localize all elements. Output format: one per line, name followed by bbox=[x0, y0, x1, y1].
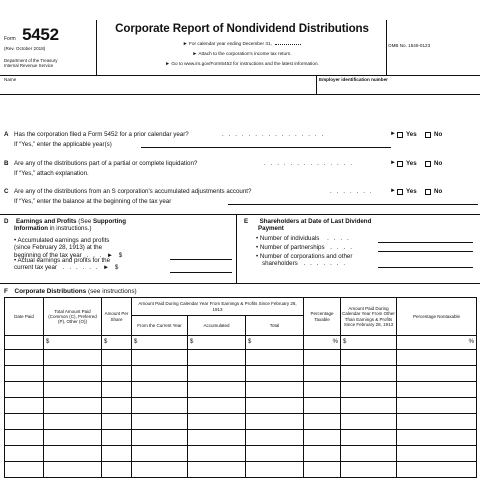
total-cell[interactable] bbox=[246, 382, 304, 398]
corporations-input[interactable] bbox=[378, 267, 473, 268]
table-row bbox=[5, 462, 477, 478]
label-line bbox=[256, 260, 352, 267]
form-number: 5452 bbox=[22, 25, 59, 44]
question-letter: B bbox=[4, 160, 9, 167]
no-checkbox[interactable] bbox=[425, 132, 431, 138]
total-amount-cell[interactable] bbox=[44, 414, 102, 430]
pct-nontaxable-cell[interactable] bbox=[397, 462, 477, 478]
other-than-ep-cell[interactable] bbox=[341, 462, 397, 478]
heading-bold: Supporting bbox=[93, 218, 126, 225]
pct-taxable-cell[interactable] bbox=[304, 430, 341, 446]
table-row bbox=[5, 430, 477, 446]
pct-nontaxable-cell[interactable] bbox=[397, 430, 477, 446]
accumulated-ep-input[interactable] bbox=[170, 259, 232, 260]
total-amount-cell[interactable] bbox=[44, 430, 102, 446]
other-than-ep-cell[interactable] bbox=[341, 430, 397, 446]
col-header-total: Total bbox=[246, 316, 304, 336]
total-cell[interactable] bbox=[246, 336, 304, 350]
department-label bbox=[4, 58, 97, 68]
accumulated-cell[interactable] bbox=[188, 446, 246, 462]
other-than-ep-cell[interactable] bbox=[341, 336, 397, 350]
accumulated-cell[interactable] bbox=[188, 382, 246, 398]
current-ep-input[interactable] bbox=[170, 272, 232, 273]
pct-nontaxable-cell[interactable] bbox=[397, 366, 477, 382]
ein-label: Employer identification number bbox=[319, 77, 388, 82]
label-text: shareholders bbox=[262, 260, 298, 268]
col-header-ep-group: Amount Paid During Calendar Year From Earnings & Profits Since February 28, 1913 bbox=[132, 298, 304, 316]
other-than-ep-cell[interactable] bbox=[341, 366, 397, 382]
total-amount-cell[interactable] bbox=[44, 462, 102, 478]
divider bbox=[236, 214, 237, 283]
question-text: Are any of the distributions part of a partial or complete liquidation? bbox=[14, 160, 198, 167]
section-d-heading bbox=[4, 218, 234, 233]
individuals-input[interactable] bbox=[378, 242, 473, 243]
instruction-line bbox=[97, 41, 387, 47]
from-current-cell[interactable] bbox=[132, 398, 188, 414]
section-note: (see instructions) bbox=[87, 288, 137, 295]
date-paid-cell[interactable] bbox=[5, 336, 44, 350]
other-than-ep-cell[interactable] bbox=[341, 350, 397, 366]
accumulated-cell[interactable] bbox=[188, 336, 246, 350]
pct-taxable-cell[interactable] bbox=[304, 350, 341, 366]
years-input-line[interactable] bbox=[141, 147, 391, 148]
pct-taxable-cell[interactable] bbox=[304, 446, 341, 462]
label-text: • Number of corporations and other bbox=[256, 253, 353, 260]
yes-checkbox[interactable] bbox=[397, 161, 403, 167]
question-text: Has the corporation filed a Form 5452 for a prior calendar year? bbox=[14, 131, 189, 138]
from-current-cell[interactable] bbox=[132, 414, 188, 430]
from-current-cell[interactable] bbox=[132, 366, 188, 382]
pct-taxable-cell[interactable] bbox=[304, 382, 341, 398]
instruction-line bbox=[97, 51, 387, 57]
department-line: Internal Revenue Service bbox=[4, 63, 54, 69]
arrow-right-icon: ► bbox=[182, 41, 188, 47]
label-text: beginning of the tax year bbox=[14, 251, 82, 259]
accumulated-cell[interactable] bbox=[188, 366, 246, 382]
pct-nontaxable-cell[interactable] bbox=[397, 414, 477, 430]
section-letter: D bbox=[4, 218, 9, 225]
table-row bbox=[5, 446, 477, 462]
pct-taxable-cell[interactable] bbox=[304, 462, 341, 478]
accumulated-cell[interactable] bbox=[188, 398, 246, 414]
leader-dots: . . . . . . . bbox=[330, 188, 374, 195]
leader-dots: . . . . . . . . . . . . . . . . bbox=[222, 131, 325, 138]
section-d bbox=[4, 218, 234, 233]
leader-dots: . . . . bbox=[330, 244, 354, 251]
total-cell[interactable] bbox=[246, 462, 304, 478]
heading-bold: Earnings and Profits bbox=[15, 218, 77, 225]
no-checkbox[interactable] bbox=[425, 161, 431, 167]
from-current-cell[interactable] bbox=[132, 430, 188, 446]
total-amount-cell[interactable] bbox=[44, 382, 102, 398]
instruction-text: For calendar year ending December 31, bbox=[189, 41, 272, 46]
from-current-cell[interactable] bbox=[132, 382, 188, 398]
arrow-right-icon: ► bbox=[390, 131, 396, 137]
instruction-text: Attach to the corporation's income tax return. bbox=[198, 51, 292, 56]
label-line: (since February 28, 1913) at the bbox=[14, 244, 103, 252]
total-amount-cell[interactable] bbox=[44, 398, 102, 414]
date-paid-cell[interactable] bbox=[5, 398, 44, 414]
pct-nontaxable-cell[interactable] bbox=[397, 382, 477, 398]
heading-bold: Information bbox=[14, 225, 49, 233]
dollar-sign: $ bbox=[46, 338, 50, 345]
divider bbox=[0, 75, 480, 76]
date-paid-cell[interactable] bbox=[5, 462, 44, 478]
partnerships-input[interactable] bbox=[378, 251, 473, 252]
per-share-cell[interactable] bbox=[102, 382, 132, 398]
leader-dots: . . . bbox=[86, 251, 104, 259]
date-paid-cell[interactable] bbox=[5, 430, 44, 446]
other-than-ep-cell[interactable] bbox=[341, 398, 397, 414]
total-amount-cell[interactable] bbox=[44, 350, 102, 366]
shareholders-individuals-label bbox=[256, 235, 350, 242]
revision-date: (Rev. October 2018) bbox=[4, 46, 46, 51]
percent-sign: % bbox=[468, 338, 474, 345]
pct-nontaxable-cell[interactable] bbox=[397, 350, 477, 366]
no-label: No bbox=[434, 131, 443, 138]
table-row bbox=[5, 336, 477, 350]
per-share-cell[interactable] bbox=[102, 462, 132, 478]
per-share-cell[interactable] bbox=[102, 446, 132, 462]
divider bbox=[0, 94, 480, 95]
yes-checkbox[interactable] bbox=[397, 189, 403, 195]
department-line: Department of the Treasury bbox=[4, 58, 58, 63]
current-ep-label bbox=[14, 257, 118, 272]
col-header-other-than-ep: Amount Paid During Calendar Year From Other Than Earnings & Profits Since February 28, 1913 bbox=[341, 298, 397, 336]
arrow-right-icon: ► bbox=[390, 160, 396, 166]
from-current-cell[interactable] bbox=[132, 462, 188, 478]
instruction-line bbox=[97, 61, 387, 67]
total-amount-cell[interactable] bbox=[44, 446, 102, 462]
leader-dots: . . . . . . . . . . . . . . bbox=[264, 160, 354, 167]
label-text: • Number of partnerships bbox=[256, 244, 325, 251]
per-share-cell[interactable] bbox=[102, 414, 132, 430]
other-than-ep-cell[interactable] bbox=[341, 414, 397, 430]
arrow-right-icon: ► bbox=[102, 264, 110, 272]
no-label: No bbox=[434, 188, 443, 195]
accumulated-cell[interactable] bbox=[188, 462, 246, 478]
heading-text: Payment bbox=[258, 225, 284, 233]
question-a bbox=[4, 131, 476, 153]
distributions-table bbox=[4, 297, 477, 478]
table-row bbox=[5, 398, 477, 414]
per-share-cell[interactable] bbox=[102, 430, 132, 446]
total-cell[interactable] bbox=[246, 430, 304, 446]
leader-dots: . . . . . . bbox=[62, 264, 100, 272]
date-paid-cell[interactable] bbox=[5, 366, 44, 382]
heading-text: Shareholders at Date of Last Dividend bbox=[259, 218, 372, 225]
date-paid-cell[interactable] bbox=[5, 350, 44, 366]
total-cell[interactable] bbox=[246, 350, 304, 366]
date-paid-cell[interactable] bbox=[5, 382, 44, 398]
label-line bbox=[14, 264, 118, 271]
total-amount-cell[interactable] bbox=[44, 336, 102, 350]
pct-taxable-cell[interactable] bbox=[304, 414, 341, 430]
calendar-year-field[interactable] bbox=[275, 41, 301, 45]
accumulated-cell[interactable] bbox=[188, 430, 246, 446]
question-subtext: If “Yes,” enter the applicable year(s) bbox=[14, 141, 112, 148]
heading-text: (See bbox=[78, 218, 92, 225]
pct-nontaxable-cell[interactable] bbox=[397, 398, 477, 414]
section-letter: E bbox=[244, 218, 249, 225]
shareholders-partnerships-label bbox=[256, 244, 354, 251]
divider bbox=[386, 20, 387, 75]
divider bbox=[96, 20, 97, 75]
other-than-ep-cell[interactable] bbox=[341, 382, 397, 398]
accumulated-cell[interactable] bbox=[188, 350, 246, 366]
dollar-sign: $ bbox=[343, 338, 347, 345]
date-paid-cell[interactable] bbox=[5, 414, 44, 430]
question-b bbox=[4, 160, 476, 182]
omb-number: OMB No. 1545-0123 bbox=[388, 43, 431, 48]
col-header-pct-nontaxable: Percentage Nontaxable bbox=[397, 298, 477, 336]
from-current-cell[interactable] bbox=[132, 336, 188, 350]
divider bbox=[0, 214, 480, 215]
per-share-cell[interactable] bbox=[102, 398, 132, 414]
section-e-heading bbox=[244, 218, 474, 233]
arrow-right-icon: ► bbox=[192, 51, 198, 57]
aaa-balance-input-line[interactable] bbox=[228, 204, 478, 205]
total-cell[interactable] bbox=[246, 414, 304, 430]
dollar-sign: $ bbox=[118, 251, 123, 259]
arrow-right-icon: ► bbox=[390, 188, 396, 194]
ein-field[interactable] bbox=[320, 83, 475, 93]
divider bbox=[316, 75, 317, 94]
form-title: Corporate Report of Nondividend Distributions bbox=[115, 22, 369, 35]
pct-nontaxable-cell[interactable] bbox=[397, 446, 477, 462]
col-header-per-share: Amount Per Share bbox=[102, 298, 132, 336]
question-subtext: If “Yes,” enter the balance at the beginning of the tax year bbox=[14, 198, 172, 205]
accumulated-ep-label bbox=[14, 237, 122, 259]
yes-label: Yes bbox=[406, 160, 417, 167]
form-word: Form bbox=[4, 36, 16, 42]
heading-text: in instructions.) bbox=[49, 225, 92, 233]
label-line: • Actual earnings and profits for the bbox=[14, 257, 111, 264]
no-label: No bbox=[434, 160, 443, 167]
yes-checkbox[interactable] bbox=[397, 132, 403, 138]
per-share-cell[interactable] bbox=[102, 336, 132, 350]
name-label: Name bbox=[4, 77, 17, 82]
total-cell[interactable] bbox=[246, 366, 304, 382]
table-row bbox=[5, 382, 477, 398]
accumulated-cell[interactable] bbox=[188, 414, 246, 430]
yes-label: Yes bbox=[406, 131, 417, 138]
question-letter: C bbox=[4, 188, 9, 195]
total-cell[interactable] bbox=[246, 446, 304, 462]
date-paid-cell[interactable] bbox=[5, 446, 44, 462]
pct-nontaxable-cell[interactable] bbox=[397, 336, 477, 350]
percent-sign: % bbox=[332, 338, 338, 345]
pct-taxable-cell[interactable] bbox=[304, 398, 341, 414]
table-row bbox=[5, 414, 477, 430]
question-subtext: If “Yes,” attach explanation. bbox=[14, 170, 89, 177]
per-share-cell[interactable] bbox=[102, 366, 132, 382]
shareholders-corporations-label bbox=[256, 253, 352, 268]
per-share-cell[interactable] bbox=[102, 350, 132, 366]
arrow-right-icon: ► bbox=[165, 61, 171, 67]
pct-taxable-cell[interactable] bbox=[304, 336, 341, 350]
total-cell[interactable] bbox=[246, 398, 304, 414]
other-than-ep-cell[interactable] bbox=[341, 446, 397, 462]
dollar-sign: $ bbox=[104, 338, 108, 345]
col-header-date-paid: Date Paid bbox=[5, 298, 44, 336]
section-title: Corporate Distributions bbox=[14, 288, 87, 295]
from-current-cell[interactable] bbox=[132, 446, 188, 462]
no-checkbox[interactable] bbox=[425, 189, 431, 195]
section-f-title bbox=[4, 288, 137, 295]
table-row bbox=[5, 350, 477, 366]
leader-dots: . . . . bbox=[327, 235, 351, 242]
leader-dots: . . . . . . . bbox=[303, 260, 347, 268]
name-field[interactable] bbox=[12, 83, 312, 93]
instruction-text: Go to www.irs.gov/Form5452 for instructions and the latest information. bbox=[171, 61, 319, 66]
table-row bbox=[5, 366, 477, 382]
label-line: • Accumulated earnings and profits bbox=[14, 237, 110, 244]
form-id-block bbox=[4, 25, 97, 68]
from-current-cell[interactable] bbox=[132, 350, 188, 366]
arrow-right-icon: ► bbox=[106, 251, 113, 259]
col-header-accumulated: Accumulated bbox=[188, 316, 246, 336]
yes-label: Yes bbox=[406, 188, 417, 195]
question-c bbox=[4, 188, 476, 210]
dollar-sign: $ bbox=[114, 264, 119, 272]
total-amount-cell[interactable] bbox=[44, 366, 102, 382]
pct-taxable-cell[interactable] bbox=[304, 366, 341, 382]
dollar-sign: $ bbox=[134, 338, 138, 345]
dollar-sign: $ bbox=[190, 338, 194, 345]
question-letter: A bbox=[4, 131, 9, 138]
divider bbox=[0, 283, 480, 284]
label-text: current tax year bbox=[14, 264, 57, 272]
section-letter: F bbox=[4, 288, 8, 295]
question-text: Are any of the distributions from an S corporation's accumulated adjustments account? bbox=[14, 188, 252, 195]
col-header-from-current: From the Current Year bbox=[132, 316, 188, 336]
col-header-pct-taxable: Percentage Taxable bbox=[304, 298, 341, 336]
label-text: • Number of individuals bbox=[256, 235, 320, 242]
dollar-sign: $ bbox=[248, 338, 252, 345]
col-header-total-amount: Total Amount Paid (Common (C), Preferred (P), Other (O)) bbox=[44, 298, 102, 336]
